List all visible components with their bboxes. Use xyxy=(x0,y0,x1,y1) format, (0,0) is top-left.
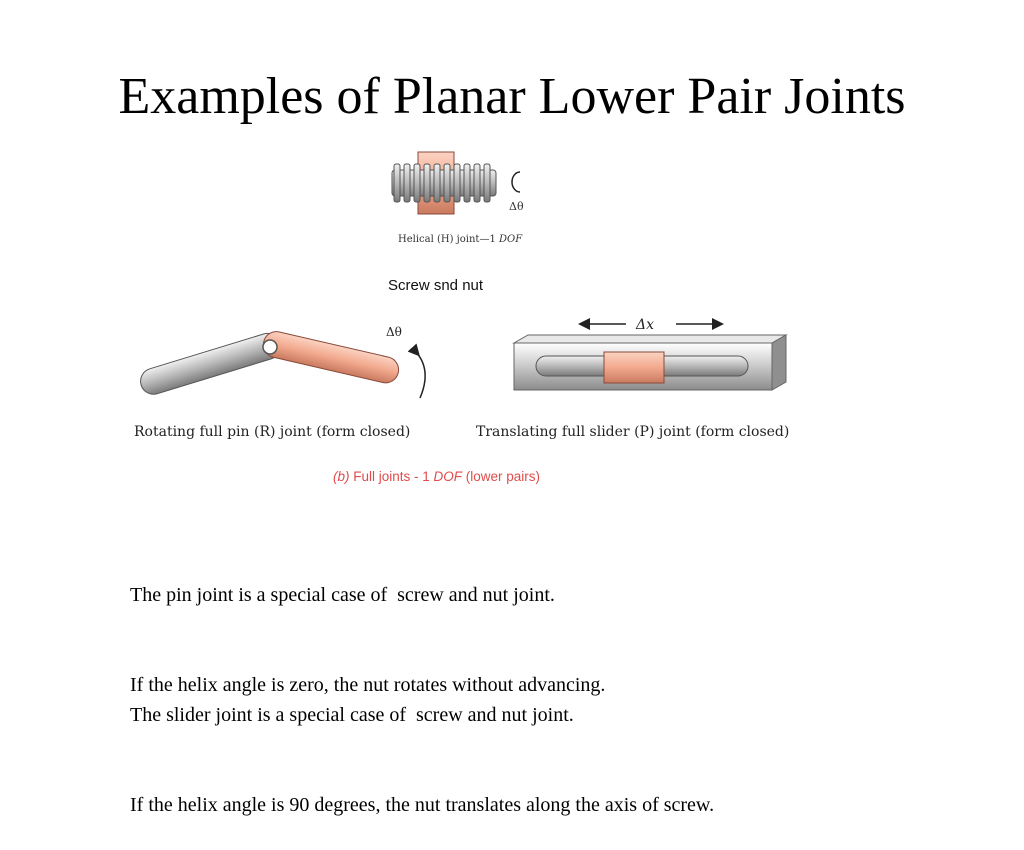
gray-link xyxy=(137,330,283,397)
sub-caption: (b) Full joints - 1 DOF (lower pairs) xyxy=(333,469,541,484)
slide-title: Examples of Planar Lower Pair Joints xyxy=(118,68,906,125)
pin-delta-theta: Δθ xyxy=(386,325,402,339)
rotation-arrow-icon xyxy=(512,172,520,192)
pin-line-1: The pin joint is a special case of screw and nut joint. xyxy=(130,584,555,606)
slider-joint-illustration xyxy=(476,317,789,440)
screw-and-nut-label: Screw snd nut xyxy=(388,277,484,294)
pin-icon xyxy=(263,340,277,354)
helical-delta-theta: Δθ xyxy=(509,200,524,213)
pin-joint-illustration xyxy=(134,325,425,440)
slider-line-2: If the helix angle is 90 degrees, the nut translates along the axis of screw. xyxy=(130,794,715,816)
slider-block xyxy=(604,352,664,383)
pin-caption: Rotating full pin (R) joint (form closed) xyxy=(134,424,411,440)
slider-frame-top xyxy=(514,335,786,343)
slider-delta-x: Δx xyxy=(636,317,655,333)
pin-rotation-arrow-icon xyxy=(416,352,425,398)
pin-line-2: If the helix angle is zero, the nut rotates without advancing. xyxy=(130,674,606,696)
slider-frame-side xyxy=(772,335,786,390)
screw-threads xyxy=(392,164,496,202)
helical-caption: Helical (H) joint—1 DOF xyxy=(398,234,523,245)
slider-caption: Translating full slider (P) joint (form closed) xyxy=(476,424,790,440)
salmon-link xyxy=(261,329,401,385)
helical-joint-illustration xyxy=(392,152,524,245)
slider-line-1: The slider joint is a special case of screw and nut joint. xyxy=(130,704,574,726)
slider-joint-paragraph xyxy=(130,640,714,850)
